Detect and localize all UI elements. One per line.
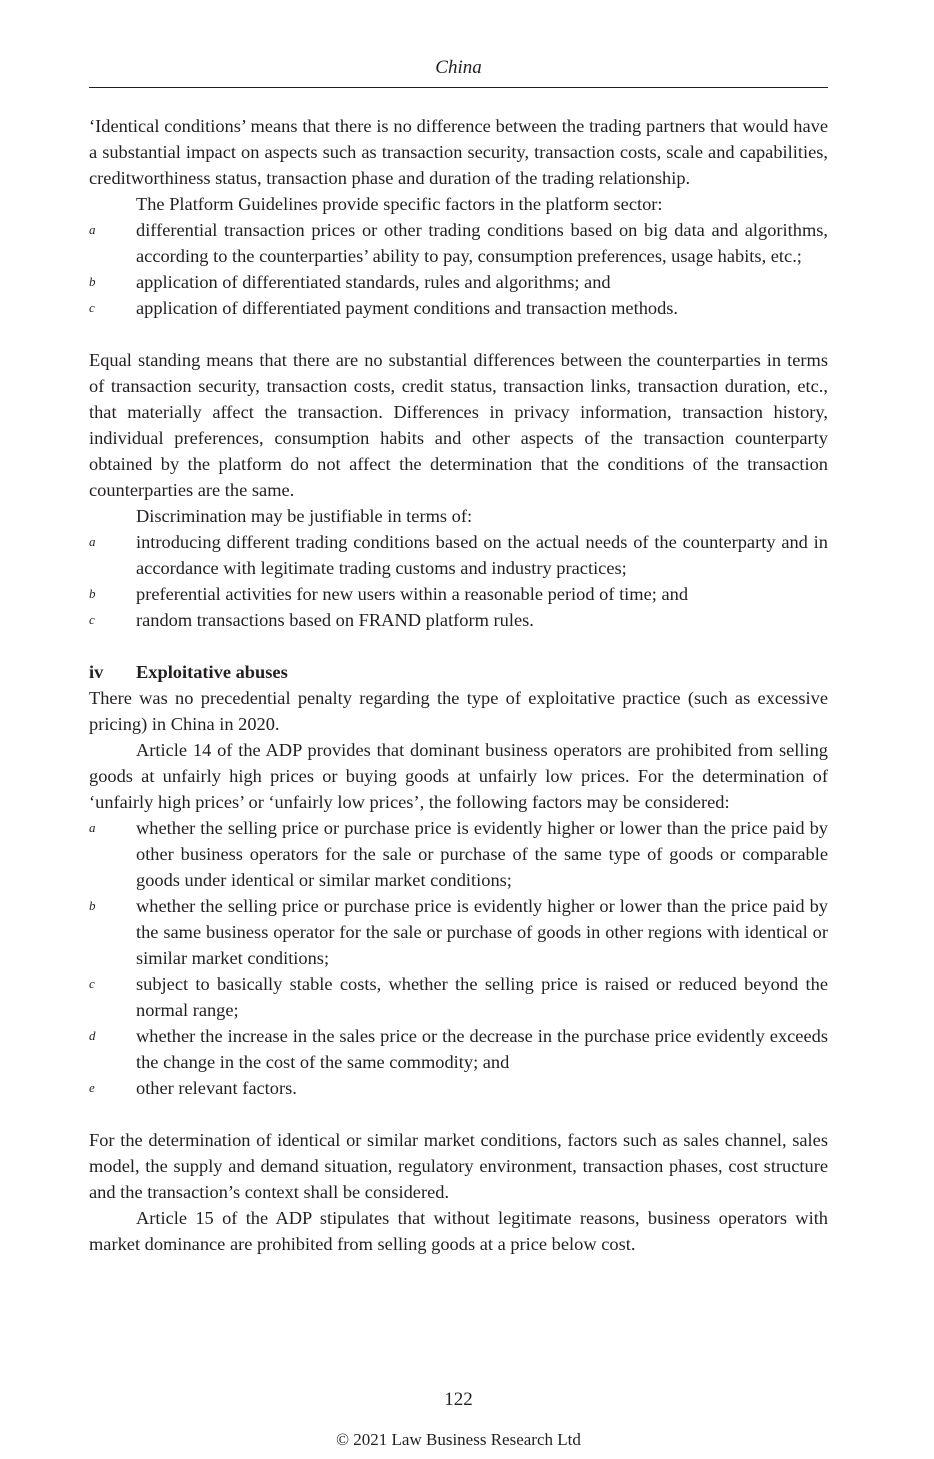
list-marker: c <box>89 300 95 315</box>
list-marker: e <box>89 1080 95 1095</box>
spacer <box>89 321 828 347</box>
main-body <box>89 113 828 1257</box>
list-marker: b <box>89 898 96 913</box>
factor-list <box>89 217 828 321</box>
list-item-text: whether the selling price or purchase price is evidently higher or lower than the price paid by the same business operator for the sale or purchase of goods in other regions with identical or similar market conditions; <box>136 896 828 968</box>
list-item <box>89 1075 828 1101</box>
list-item-text: other relevant factors. <box>136 1078 297 1098</box>
list-marker: a <box>89 820 96 835</box>
list-marker: a <box>89 222 96 237</box>
list-marker: c <box>89 612 95 627</box>
section-title: Exploitative abuses <box>136 662 288 682</box>
list-item-text: random transactions based on FRAND platform rules. <box>136 610 534 630</box>
paragraph: The Platform Guidelines provide specific factors in the platform sector: <box>136 194 663 214</box>
list-item <box>89 581 828 607</box>
section-heading <box>89 659 828 685</box>
paragraph: For the determination of identical or similar market conditions, factors such as sales channel, sales model, the supply and demand situation, regulatory environment, transaction phases, cost structure and the transaction’s context shall be considered. <box>89 1130 828 1202</box>
spacer <box>89 633 828 659</box>
copyright-notice: © 2021 Law Business Research Ltd <box>336 1430 581 1449</box>
list-item-text: introducing different trading conditions based on the actual needs of the counterparty and in accordance with legitimate trading customs and industry practices; <box>136 532 828 578</box>
list-item-text: subject to basically stable costs, whether the selling price is raised or reduced beyond the normal range; <box>136 974 828 1020</box>
list-marker: b <box>89 586 96 601</box>
list-marker: d <box>89 1028 96 1043</box>
list-marker: a <box>89 534 96 549</box>
list-item <box>89 295 828 321</box>
list-item <box>89 815 828 893</box>
paragraph: Discrimination may be justifiable in terms of: <box>136 506 473 526</box>
list-item <box>89 269 828 295</box>
justification-list <box>89 529 828 633</box>
paragraph: Equal standing means that there are no substantial differences between the counterparties in terms of transaction security, transaction costs, credit status, transaction links, transaction duration, etc., that materially affect the transaction. Differences in privacy information, transaction history, individual preferences, consumption habits and other aspects of the transaction counterparty obtained by the platform do not affect the determination that the conditions of the transaction counterparties are the same. <box>89 350 828 500</box>
paragraph: ‘Identical conditions’ means that there is no difference between the trading partners that would have a substantial impact on aspects such as transaction security, transaction costs, scale and capabilities, creditworthiness status, transaction phase and duration of the trading relationship. <box>89 116 828 188</box>
running-header-title: China <box>435 57 482 78</box>
paragraph: There was no precedential penalty regarding the type of exploitative practice (such as excessive pricing) in China in 2020. <box>89 688 828 734</box>
paragraph: Article 15 of the ADP stipulates that without legitimate reasons, business operators with market dominance are prohibited from selling goods at a price below cost. <box>89 1208 828 1254</box>
list-item-text: application of differentiated standards, rules and algorithms; and <box>136 272 611 292</box>
header-rule <box>89 87 828 88</box>
list-item-text: whether the increase in the sales price or the decrease in the purchase price evidently exceeds the change in the cost of the same commodity; and <box>136 1026 828 1072</box>
list-item <box>89 529 828 581</box>
list-item-text: whether the selling price or purchase price is evidently higher or lower than the price paid by other business operators for the sale or purchase of the same type of goods or comparable goods under identical or similar market conditions; <box>136 818 828 890</box>
list-item <box>89 607 828 633</box>
section-number: iv <box>89 662 104 682</box>
list-item-text: differential transaction prices or other trading conditions based on big data and algorithms, according to the counterparties’ ability to pay, consumption preferences, usage habits, etc.; <box>136 220 828 266</box>
page-number: 122 <box>444 1389 473 1410</box>
list-item <box>89 217 828 269</box>
list-item-text: application of differentiated payment conditions and transaction methods. <box>136 298 679 318</box>
list-item <box>89 1023 828 1075</box>
list-item <box>89 971 828 1023</box>
paragraph: Article 14 of the ADP provides that dominant business operators are prohibited from selling goods at unfairly high prices or buying goods at unfairly low prices. For the determination of ‘unfairly high prices’ or ‘unfairly low prices’, the following factors may be considered: <box>89 740 828 812</box>
spacer <box>89 1101 828 1127</box>
pricing-factor-list <box>89 815 828 1101</box>
list-item <box>89 893 828 971</box>
list-item-text: preferential activities for new users within a reasonable period of time; and <box>136 584 689 604</box>
list-marker: c <box>89 976 95 991</box>
list-marker: b <box>89 274 96 289</box>
